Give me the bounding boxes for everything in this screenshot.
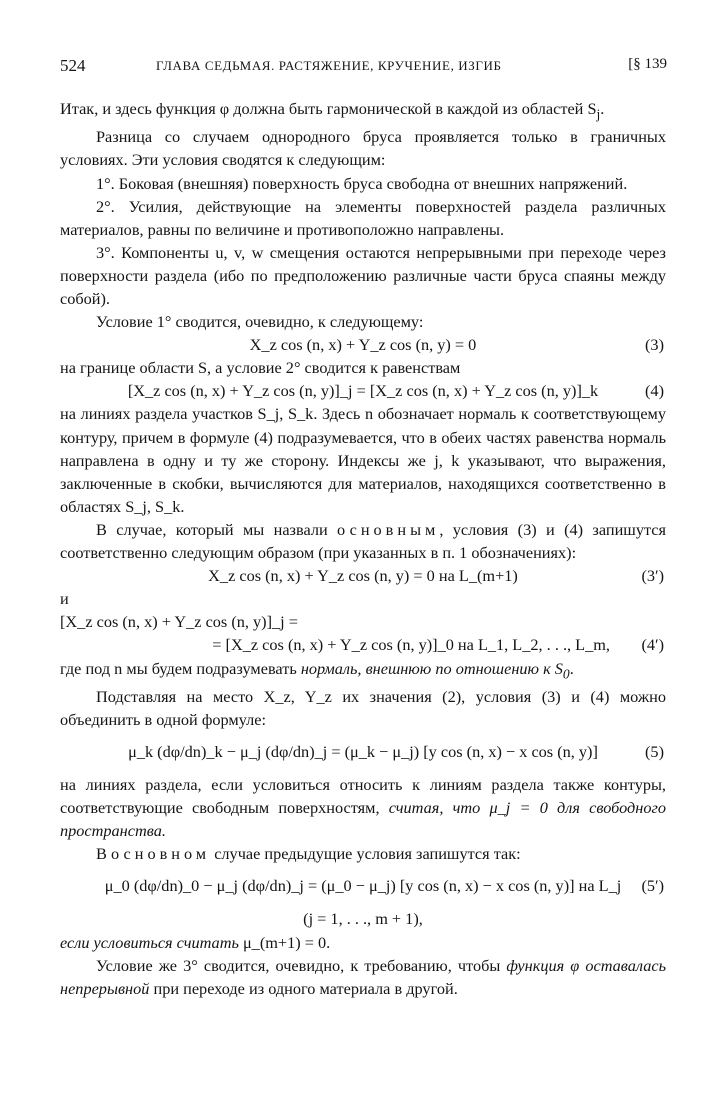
equation-number: (4′) bbox=[641, 635, 664, 655]
running-title: ГЛАВА СЕДЬМАЯ. РАСТЯЖЕНИЕ, КРУЧЕНИЕ, ИЗГИБ bbox=[156, 58, 502, 73]
page-number: 524 bbox=[60, 56, 86, 75]
equation-number: (5′) bbox=[641, 876, 664, 896]
paragraph: Условие 1° сводится, очевидно, к следующему: bbox=[96, 312, 424, 332]
equation-number: (3′) bbox=[641, 566, 664, 586]
paragraph: на линиях раздела участков S_j, S_k. Здесь n обозначает нормаль к соответствующему контуру, причем в формуле (4) подразумевается, что в обеих частях равенства нормаль направлена в одну и ту же сторону. Индексы же j, k указывают, что выражения, заключенные в скобки, вычисляются для материалов, находящихся соответственно в областях S_j, S_k. bbox=[60, 404, 666, 516]
page-header bbox=[60, 56, 667, 76]
paragraph: Разница со случаем однородного бруса проявляется только в граничных условиях. Эти условия сводятся к следующим: bbox=[60, 127, 666, 170]
paragraph: на линиях раздела, если условиться относить к линиям раздела также контуры, соответствующие свободным поверхностям, считая, что μ_j = 0 для свободного пространства. bbox=[60, 775, 667, 841]
paragraph: на границе области S, а условие 2° сводится к равенствам bbox=[60, 358, 461, 378]
conjunction: и bbox=[60, 589, 69, 609]
equation-4: [X_z cos (n, x) + Y_z cos (n, y)]_j = [X_z cos (n, x) + Y_z cos (n, y)]_k (4) bbox=[60, 379, 666, 402]
equation-4-prime-line-1: [X_z cos (n, x) + Y_z cos (n, y)]_j = bbox=[60, 612, 298, 632]
equation-number: (3) bbox=[645, 335, 664, 355]
paragraph: Итак, и здесь функция φ должна быть гармонической в каждой из областей $S_j$. bbox=[60, 99, 605, 122]
index-range: (j = 1, . . ., m + 1), bbox=[303, 909, 423, 929]
paragraph: если условиться считать μ_(m+1) = 0. bbox=[60, 932, 331, 952]
equation-number: (4) bbox=[645, 381, 664, 401]
paragraph: Условие же 3° сводится, очевидно, к требованию, чтобы функция φ оставалась непрерывной при переходе из одного материала в другой. bbox=[60, 955, 666, 998]
page-body bbox=[60, 97, 666, 1000]
equation-3-prime: X_z cos (n, x) + Y_z cos (n, y) = 0 на L_(m+1) (3′) bbox=[60, 564, 666, 587]
paragraph: Подставляя на место X_z, Y_z их значения (2), условия (3) и (4) можно объединить в одной формуле: bbox=[60, 686, 666, 729]
condition-2: 2°. Усилия, действующие на элементы поверхностей раздела различных материалов, равны по величине и противоположно направлены. bbox=[60, 196, 666, 239]
equation-3: X_z cos (n, x) + Y_z cos (n, y) = 0 (3) bbox=[60, 333, 666, 356]
equation-4-prime-line-2: = [X_z cos (n, x) + Y_z cos (n, y)]_0 на L_1, L_2, . . ., L_m, (4′) bbox=[60, 633, 666, 656]
equation-5-prime: μ_0 (dφ/dn)_0 − μ_j (dφ/dn)_j = (μ_0 − μ_j) [y cos (n, x) − x cos (n, y)] на L_j (5′) bbox=[60, 865, 666, 907]
paragraph: В случае, который мы назвали основным, условия (3) и (4) запишутся соответственно следующим образом (при указанных в п. 1 обозначениях): bbox=[60, 519, 667, 563]
section-marker: [§ 139 bbox=[628, 56, 667, 72]
paragraph: где под n мы будем подразумевать нормаль, внешнюю по отношению к $S_0$. bbox=[60, 658, 574, 681]
paragraph: В основном случае предыдущие условия запишутся так: bbox=[96, 844, 521, 864]
equation-number: (5) bbox=[645, 742, 664, 762]
condition-3: 3°. Компоненты u, v, w смещения остаются непрерывными при переходе через поверхности раздела (ибо по предположению различные части бруса спаяны между собой). bbox=[60, 242, 666, 308]
condition-1: 1°. Боковая (внешняя) поверхность бруса свободна от внешних напряжений. bbox=[96, 173, 628, 193]
equation-5: μ_k (dφ/dn)_k − μ_j (dφ/dn)_j = (μ_k − μ_j) [y cos (n, x) − x cos (n, y)] (5) bbox=[60, 731, 666, 773]
